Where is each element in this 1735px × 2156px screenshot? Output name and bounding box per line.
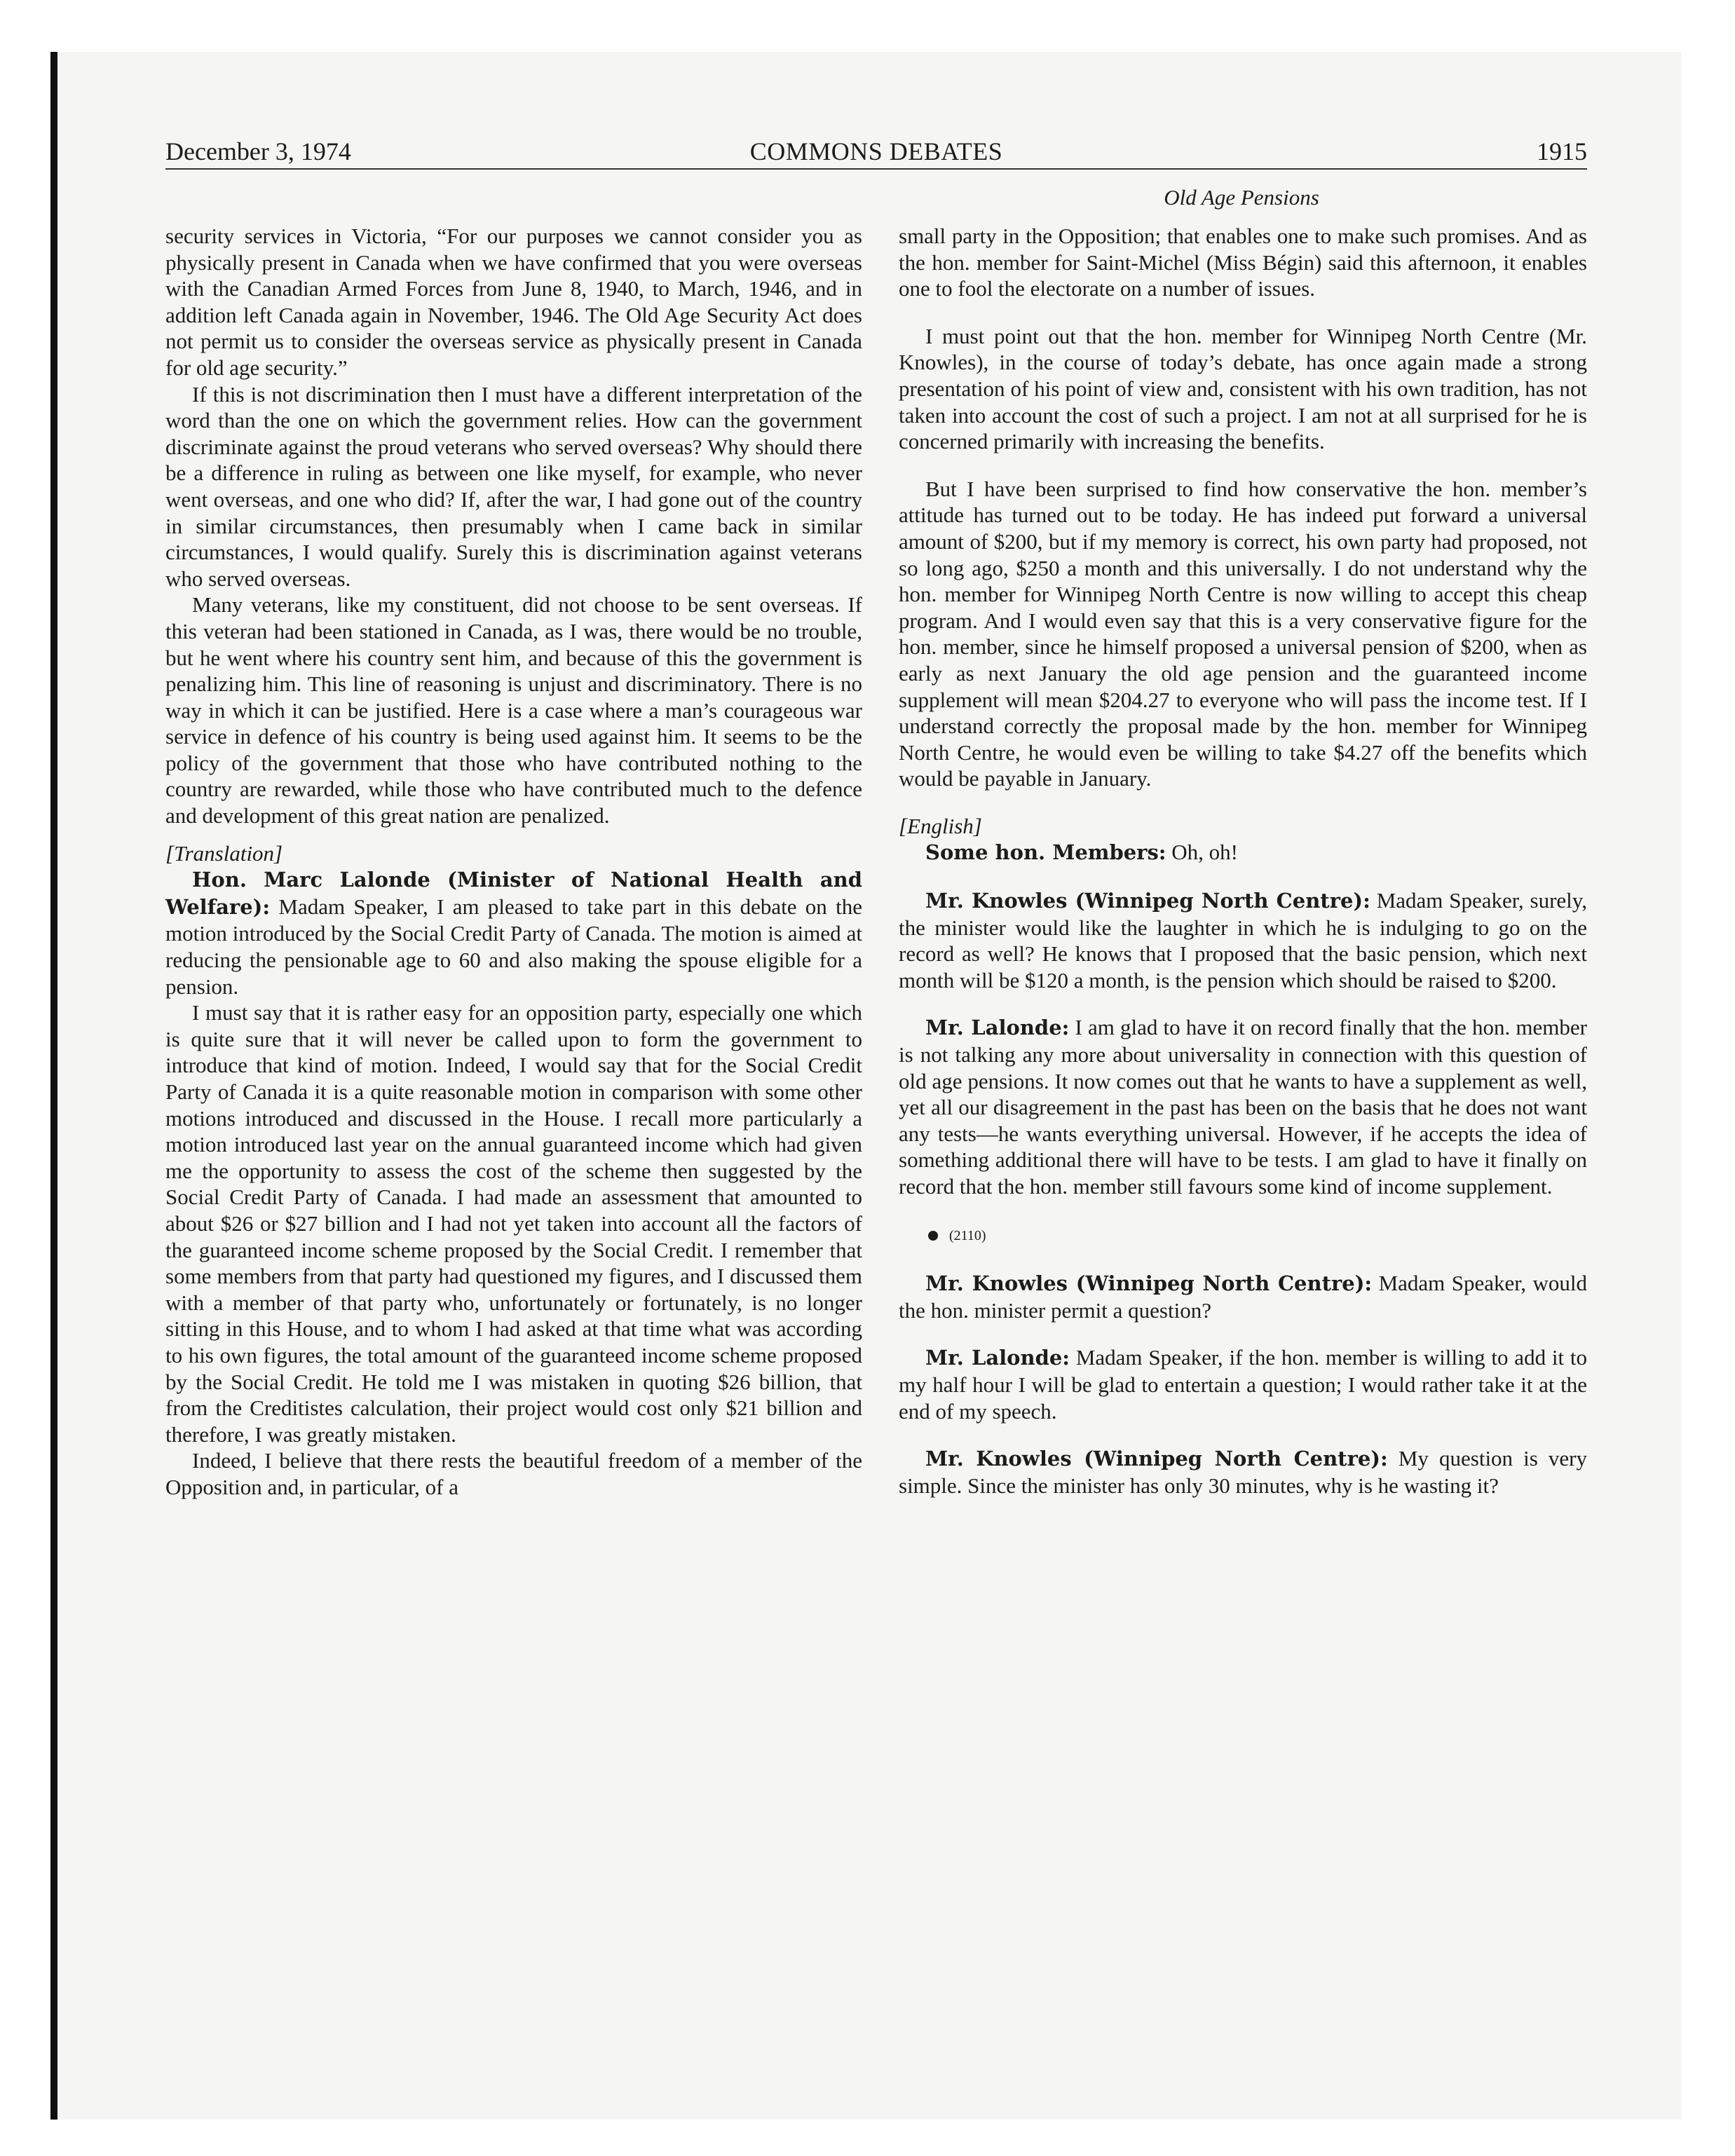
speech-paragraph [899,1445,1587,1499]
language-marker: [Translation] [165,840,283,866]
speaker-name: Mr. Lalonde: [925,1016,1070,1040]
header-page-number: 1915 [1537,137,1587,165]
bullet-dot-icon [928,1231,938,1241]
paragraph: security services in Victoria, “For our purposes we cannot consider you as physically present in Canada when we have confirmed that you were overseas with the Canadian Armed Forces from June 8, 1940, to March, 1946, and in addition left Canada again in November, 1946. The Old Age Security Act does not permit us to consider the overseas service as physically present in Canada for old age security.” [165,224,862,380]
time-marker [899,1221,1587,1250]
right-column [899,223,1587,1499]
language-marker: [English] [899,813,982,838]
paragraph: If this is not discrimination then I must have a different interpretation of the word than the one on which the government relies. How can the government discriminate against the proud veterans who served overseas? Why should there be a difference in ruling as between one like myself, for example, who never went overseas, and one who did? If, after the war, I had gone out of the country in similar circumstances, then presumably when I came back in similar circumstances, I would qualify. Surely this is discrimination against veterans who served overseas. [165,381,862,591]
speech-text: Madam Speaker, I am pleased to take part in this debate on the motion introduced by the Social Credit Party of Canada. The motion is aimed at reducing the pensionable age to 60 and also making the spouse eligible for a pension. [165,894,862,999]
paragraph: I must say that it is rather easy for an opposition party, especially one which is quite sure that it will never be called upon to form the government to introduce that kind of motion. Indeed, I would say that for the Social Credit Party of Canada it is a quite reasonable motion in comparison with some other motions introduced and discussed in the House. I recall more particularly a motion introduced last year on the annual guaranteed income which had given me the opportunity to assess the cost of the scheme then suggested by the Social Credit Party of Canada. I had made an assessment that amounted to about $26 or $27 billion and I had not yet taken into account all the factors of the guaranteed income scheme proposed by the Social Credit. I remember that some members from that party had questioned my figures, and I discussed them with a member of that party who, unfortunately or fortunately, is no longer sitting in this House, and to whom I had asked at that time what was according to his own figures, the total amount of the guaranteed income scheme proposed by the Social Credit. He told me I was mistaken in quoting $26 billion, that from the Creditistes calculation, their project would cost only $21 billion and therefore, I was greatly mistaken. [165,1000,862,1447]
scan-edge-shadow [50,52,57,2120]
running-head: Old Age Pensions [1164,185,1319,210]
header-date: December 3, 1974 [165,137,351,165]
left-column [165,223,862,1501]
speech-text: Oh, oh! [1166,840,1238,865]
header-rule [165,168,1587,170]
speaker-name: Mr. Lalonde: [925,1346,1070,1370]
time-marker-label: (2110) [949,1227,986,1243]
speech-paragraph [899,1344,1587,1424]
speech-text: My question is very simple. Since the minister has only 30 minutes, why is he wasting it? [899,1446,1588,1498]
page-header [165,133,1587,170]
speech-paragraph [899,1014,1587,1199]
paragraph: Indeed, I believe that there rests the beautiful freedom of a member of the Opposition and, in particular, of a [165,1448,862,1499]
speaker-name: Some hon. Members: [925,840,1166,865]
speaker-name: Mr. Knowles (Winnipeg North Centre): [925,1271,1373,1296]
speech-text: I am glad to have it on record finally that the hon. member is not talking any more about universality in connection with this question of old age pensions. It now comes out that he wants to have a supplement as well, yet all our disagreement in the past has been on the basis that he does not want any tests—he wants everything universal. However, if he accepts the idea of something additional there will have to be tests. I am glad to have it finally on record that the hon. member still favours some kind of income supplement. [899,1015,1588,1199]
paragraph: But I have been surprised to find how conservative the hon. member’s attitude has turned out to be today. He has indeed put forward a universal amount of $200, but if my memory is correct, his own party had proposed, not so long ago, $250 a month and this universally. I do not understand why the hon. member for Winnipeg North Centre is now willing to accept this cheap program. And I would even say that this is a very conservative figure for the hon. member, since he himself proposed a universal pension of $200, when as early as next January the old age pension and the guaranteed income supplement will mean $204.27 to everyone who will pass the income test. If I understand correctly the proposal made by the hon. member for Winnipeg North Centre, he would even be willing to take $4.27 off the benefits which would be payable in January. [899,476,1587,791]
speech-text: Madam Speaker, if the hon. member is willing to add it to my half hour I will be glad to entertain a question; I would rather take it at the end of my speech. [899,1345,1588,1424]
speech-paragraph [165,866,862,999]
speech-text: Madam Speaker, would the hon. minister permit a question? [899,1271,1587,1323]
speech-paragraph [899,1270,1587,1323]
speech-paragraph [899,887,1587,993]
paragraph: small party in the Opposition; that enables one to make such promises. And as the hon. member for Saint-Michel (Miss Bégin) said this afternoon, it enables one to fool the electorate on a number of issues. [899,224,1587,301]
speaker-name: Mr. Knowles (Winnipeg North Centre): [925,889,1370,913]
speech-text: Madam Speaker, surely, the minister would like the laughter in which he is indulging to go on the record as well? He knows that I proposed that the basic pension, which next month will be $120 a month, is the pension which should be raised to $200. [899,888,1587,992]
speaker-name: Mr. Knowles (Winnipeg North Centre): [925,1447,1388,1471]
paragraph: Many veterans, like my constituent, did not choose to be sent overseas. If this veteran had been stationed in Canada, as I was, there would be no trouble, but he went where his country sent him, and because of this the government is penalizing him. This line of reasoning is unjust and discriminatory. There is no way in which it can be justified. Here is a case where a man’s courageous war service in defence of his country is being used against him. It seems to be the policy of the government that those who have contributed nothing to the country are rewarded, while those who have contributed much to the defence and development of this great nation are penalized. [165,592,862,828]
header-title: COMMONS DEBATES [749,137,1003,165]
paragraph: I must point out that the hon. member for Winnipeg North Centre (Mr. Knowles), in the course of today’s debate, has once again made a strong presentation of his point of view and, consistent with his own tradition, has not taken into account the cost of such a project. I am not at all surprised for he is concerned primarily with increasing the benefits. [899,323,1587,454]
speech-paragraph [899,839,1587,866]
speaker-name: Hon. Marc Lalonde (Minister of National Health and Welfare): [165,868,862,919]
